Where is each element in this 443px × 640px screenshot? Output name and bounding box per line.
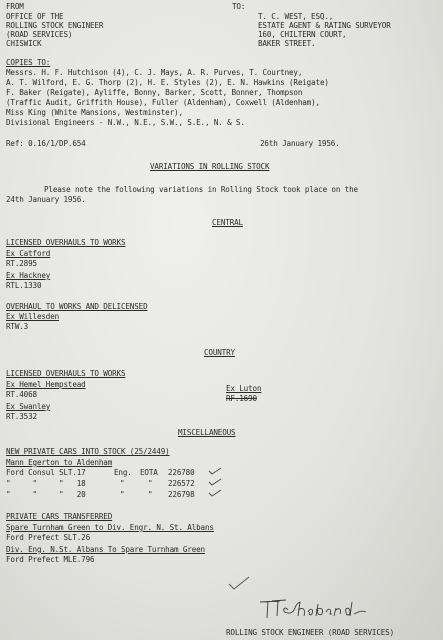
to-line-1: T. C. WEST, ESQ., bbox=[258, 12, 334, 21]
country-entry-2-vehicle: RT.3532 bbox=[6, 412, 37, 421]
tick-mark-icon bbox=[208, 489, 222, 497]
country-heading: COUNTRY bbox=[204, 348, 235, 357]
car-1-prefix: EOTA bbox=[140, 468, 158, 477]
check-mark-icon bbox=[228, 576, 250, 590]
tick-mark-icon bbox=[208, 467, 222, 475]
copies-line-5: Miss King (White Mansions, Westminster), bbox=[6, 108, 183, 117]
transfer-1-vehicle: Ford Prefect SLT.26 bbox=[6, 533, 91, 542]
central-delicensed-vehicle: RTW.3 bbox=[6, 322, 29, 331]
central-entry-2-place: Ex Hackney bbox=[6, 271, 51, 280]
country-side-vehicle: RF.1690 bbox=[226, 394, 257, 403]
car-1-model: Ford Consul SLT.17 bbox=[6, 468, 86, 477]
new-cars-heading: NEW PRIVATE CARS INTO STOCK (25/2449) bbox=[6, 447, 170, 456]
copies-line-2: A. T. Wilford, E. G. Thorp (2), H. E. Styles (2), E. N. Hawkins (Reigate) bbox=[6, 78, 329, 87]
car-2-number: 226572 bbox=[168, 479, 195, 488]
document-title: VARIATIONS IN ROLLING STOCK bbox=[150, 162, 270, 171]
country-entry-1-place: Ex Hemel Hempstead bbox=[6, 380, 86, 389]
car-2-prefix: " bbox=[148, 479, 153, 488]
from-line-3: (ROAD SERVICES) bbox=[6, 30, 73, 39]
country-side-place: Ex Luton bbox=[226, 384, 262, 393]
transferred-heading: PRIVATE CARS TRANSFERRED bbox=[6, 512, 113, 521]
central-entry-1-vehicle: RT.2895 bbox=[6, 259, 37, 268]
new-cars-route: Mann Egerton to Aldenham bbox=[6, 458, 113, 467]
transfer-2-route: Div. Eng. N.St. Albans To Spare Turnham Green bbox=[6, 545, 205, 554]
copies-line-3: F. Baker (Reigate), Ayliffe, Bonny, Barker, Scott, Bonner, Thompson bbox=[6, 88, 303, 97]
central-entry-1-place: Ex Catford bbox=[6, 249, 51, 258]
from-line-2: ROLLING STOCK ENGINEER bbox=[6, 21, 104, 30]
car-3-number: 226798 bbox=[168, 490, 195, 499]
from-line-4: CHISWICK bbox=[6, 39, 42, 48]
car-2-model: " " " 18 bbox=[6, 479, 86, 488]
to-line-3: 160, CHILTERN COURT, bbox=[258, 30, 347, 39]
transfer-2-vehicle: Ford Prefect MLE.796 bbox=[6, 555, 95, 564]
to-line-2: ESTATE AGENT & RATING SURVEYOR bbox=[258, 21, 391, 30]
car-3-eng: " bbox=[120, 490, 125, 499]
footer-signatory: ROLLING STOCK ENGINEER (ROAD SERVICES) bbox=[226, 628, 395, 637]
car-1-number: 226780 bbox=[168, 468, 195, 477]
car-3-model: " " " 20 bbox=[6, 490, 86, 499]
central-delicensed-place: Ex Willesden bbox=[6, 312, 60, 321]
central-entry-2-vehicle: RTL.1330 bbox=[6, 281, 42, 290]
central-delicensed-heading: OVERHAUL TO WORKS AND DELICENSED bbox=[6, 302, 148, 311]
to-line-4: BAKER STREET. bbox=[258, 39, 316, 48]
copies-line-6: Divisional Engineers - N.W., N.E., S.W., S.E., N. & S. bbox=[6, 118, 245, 127]
car-2-eng: " bbox=[120, 479, 125, 488]
copies-heading: COPIES TO: bbox=[6, 58, 51, 67]
copies-line-4: (Traffic Audit, Griffith House), Fuller (Aldenham), Coxwell (Aldenham), bbox=[6, 98, 320, 107]
from-line-1: OFFICE OF THE bbox=[6, 12, 64, 21]
intro-line-1: Please note the following variations in Rolling Stock took place on the bbox=[44, 185, 358, 194]
central-licensed-heading: LICENSED OVERHAULS TO WORKS bbox=[6, 238, 126, 247]
country-entry-1-vehicle: RT.4068 bbox=[6, 390, 37, 399]
copies-line-1: Messrs. H. F. Hutchison (4), C. J. Mays, A. R. Purves, T. Courtney, bbox=[6, 68, 303, 77]
country-entry-2-place: Ex Swanley bbox=[6, 402, 51, 411]
tick-mark-icon bbox=[208, 478, 222, 486]
from-label: FROM bbox=[6, 2, 24, 11]
transfer-1-route: Spare Turnham Green to Div. Engr. N. St. Albans bbox=[6, 523, 214, 532]
to-label: TO: bbox=[232, 2, 246, 11]
reference: Ref: 0.16/1/DP.654 bbox=[6, 139, 86, 148]
country-licensed-heading: LICENSED OVERHAULS TO WORKS bbox=[6, 369, 126, 378]
car-3-prefix: " bbox=[148, 490, 153, 499]
intro-line-2: 24th January 1956. bbox=[6, 195, 86, 204]
car-1-eng: Eng. bbox=[114, 468, 132, 477]
central-heading: CENTRAL bbox=[212, 218, 243, 227]
signature bbox=[258, 598, 368, 622]
letter-date: 26th January 1956. bbox=[260, 139, 340, 148]
misc-heading: MISCELLANEOUS bbox=[178, 428, 236, 437]
